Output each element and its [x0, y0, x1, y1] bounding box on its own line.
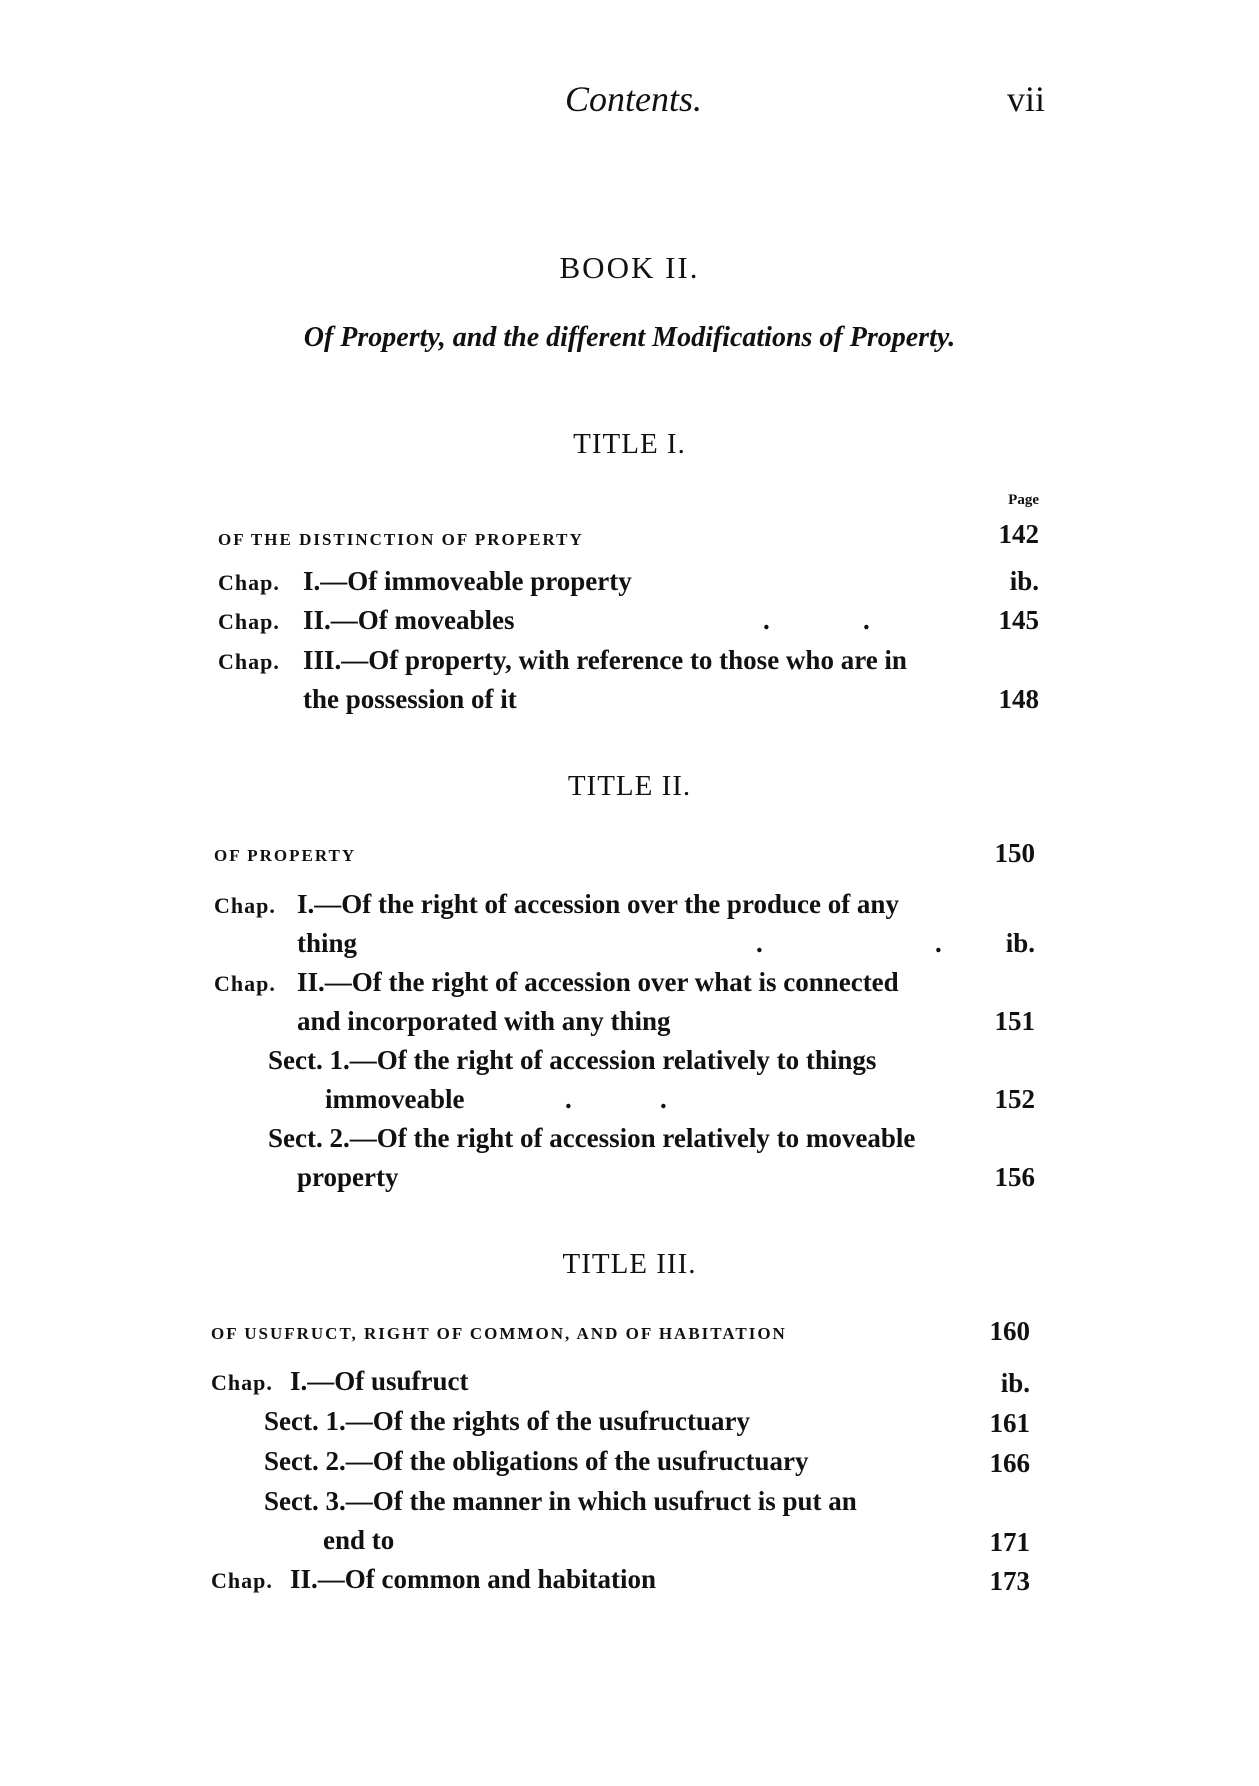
toc-entry-line: Sect. 1.—Of the right of accession relatively to things — [268, 1045, 877, 1075]
toc-entry-line: end to — [323, 1525, 395, 1555]
toc-entry-page: 166 — [989, 1448, 1030, 1478]
book-heading: BOOK II. — [559, 250, 700, 285]
toc-entry-line: I.—Of immoveable property — [303, 566, 632, 596]
toc-entry-line: I.—Of usufruct — [290, 1366, 469, 1396]
running-title: Contents. — [565, 79, 703, 119]
leader-dot: . — [863, 605, 870, 635]
toc-entry-page: 156 — [994, 1162, 1035, 1192]
toc-entry-line: and incorporated with any thing — [297, 1006, 671, 1036]
toc-chap-label: Chap. — [218, 570, 280, 595]
title-3-caption: OF USUFRUCT, RIGHT OF COMMON, AND OF HABITATION — [211, 1324, 787, 1343]
title-2-heading: TITLE II. — [567, 770, 692, 802]
toc-entry-line: I.—Of the right of accession over the produce of any — [297, 889, 899, 919]
title-3-heading: TITLE III. — [562, 1248, 697, 1280]
toc-entry-page: 152 — [994, 1084, 1035, 1114]
book-subtitle: Of Property, and the different Modifications of Property. — [303, 322, 956, 353]
toc-entry-page: 145 — [998, 605, 1039, 635]
title-1-heading: TITLE I. — [573, 428, 686, 460]
toc-entry-line: III.—Of property, with reference to those who are in — [303, 645, 907, 675]
toc-entry-page: 151 — [994, 1006, 1035, 1036]
toc-entry-page: 171 — [989, 1527, 1030, 1557]
leader-dot: . — [763, 605, 770, 635]
toc-entry-line: immoveable — [325, 1084, 465, 1114]
toc-entry-line: property — [297, 1162, 399, 1192]
leader-dot: . — [660, 1084, 667, 1114]
toc-entry-page: ib. — [1000, 1368, 1030, 1398]
toc-chap-label: Chap. — [211, 1370, 273, 1395]
page-number: vii — [1007, 79, 1046, 119]
toc-chap-label: Chap. — [211, 1568, 273, 1593]
toc-entry-line: II.—Of the right of accession over what is connected — [297, 967, 899, 997]
title-1-caption-page: 142 — [998, 519, 1039, 549]
title-2-caption: OF PROPERTY — [214, 846, 357, 865]
toc-entry-line: Sect. 3.—Of the manner in which usufruct is put an — [264, 1486, 857, 1516]
toc-entry-line: II.—Of moveables — [303, 605, 515, 635]
page-column-label: Page — [1008, 492, 1039, 508]
toc-chap-label: Chap. — [218, 649, 280, 674]
toc-entry-line: thing — [297, 928, 358, 958]
leader-dot: . — [565, 1084, 572, 1114]
title-2-caption-page: 150 — [994, 838, 1035, 868]
toc-entry-page: ib. — [1009, 566, 1039, 596]
toc-entry-page: 148 — [998, 684, 1039, 714]
toc-entry-line: the possession of it — [303, 684, 517, 714]
toc-chap-label: Chap. — [218, 609, 280, 634]
toc-entry-page: 161 — [989, 1408, 1030, 1438]
title-1-caption: OF THE DISTINCTION OF PROPERTY — [218, 530, 584, 549]
leader-dot: . — [935, 928, 942, 958]
toc-entry-line: Sect. 1.—Of the rights of the usufructuary — [264, 1406, 750, 1436]
toc-entry-line: Sect. 2.—Of the obligations of the usufructuary — [264, 1446, 809, 1476]
leader-dot: . — [756, 928, 763, 958]
toc-entry-line: Sect. 2.—Of the right of accession relatively to moveable — [268, 1123, 916, 1153]
toc-chap-label: Chap. — [214, 893, 276, 918]
toc-entry-page: ib. — [1005, 928, 1035, 958]
toc-entry-line: II.—Of common and habitation — [290, 1564, 657, 1594]
toc-chap-label: Chap. — [214, 971, 276, 996]
toc-entry-page: 173 — [989, 1566, 1030, 1596]
title-3-caption-page: 160 — [989, 1316, 1030, 1346]
